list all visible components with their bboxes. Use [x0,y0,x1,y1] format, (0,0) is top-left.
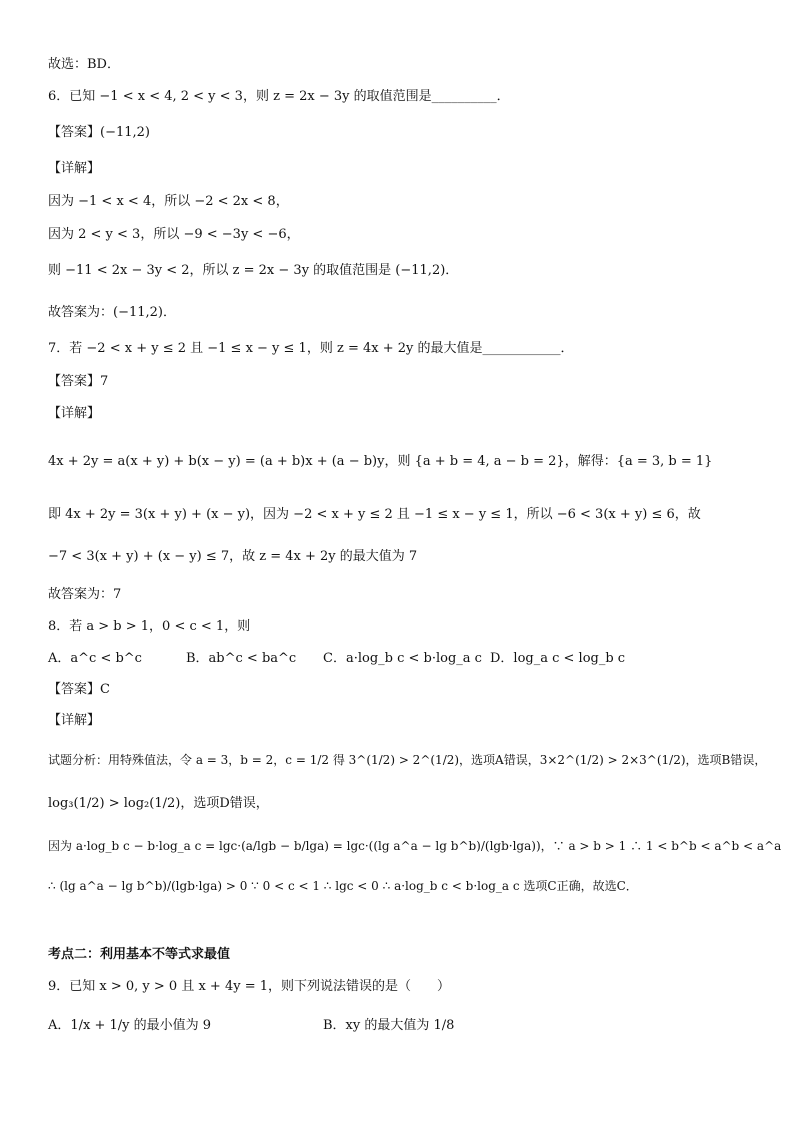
answer-label: 【答案】7 [48,374,109,389]
text-line: 故答案为：7 [48,587,122,602]
answer-label: 【答案】C [48,682,110,697]
q9-option-a: A．1/x + 1/y 的最小值为 9 [48,1018,212,1033]
question-8: 8．若 a > b > 1，0 < c < 1，则 [48,619,251,634]
text-line: 故答案为：(−11,2)． [48,305,176,320]
q8-option-b: B．ab^c < ba^c [186,651,297,666]
detail-label: 【详解】 [48,713,101,728]
answer-label: 【答案】(−11,2) [48,125,150,140]
detail-label: 【详解】 [48,406,101,421]
text-line: 因为 −1 < x < 4，所以 −2 < 2x < 8， [48,194,289,209]
text-line: 即 4x + 2y = 3(x + y) + (x − y)，因为 −2 < x + y ≤ 2 且 −1 ≤ x − y ≤ 1，所以 −6 < 3(x + y) ≤ 6，故 [48,507,701,522]
text-line: log₃(1/2) > log₂(1/2)，选项D错误， [48,796,269,811]
question-6: 6．已知 −1 < x < 4, 2 < y < 3，则 z = 2x − 3y 的取值范围是__________． [48,89,510,104]
detail-label: 【详解】 [48,161,101,176]
section-heading: 考点二：利用基本不等式求最值 [48,947,231,962]
text-line: 则 −11 < 2x − 3y < 2，所以 z = 2x − 3y 的取值范围是 (−11,2)． [48,263,459,278]
text-line: 因为 2 < y < 3，所以 −9 < −3y < −6， [48,227,300,242]
q8-option-c: C．a·log_b c < b·log_a c [323,651,482,666]
text-line: ∴ (lg a^a − lg b^b)/(lgb·lga) > 0 ∵ 0 < c < 1 ∴ lgc < 0 ∴ a·log_b c < b·log_a c 选项C正确，故选C． [48,879,638,893]
q8-option-d: D．log_a c < log_b c [490,651,626,666]
q9-option-b: B．xy 的最大值为 1/8 [323,1018,455,1033]
text-line: −7 < 3(x + y) + (x − y) ≤ 7，故 z = 4x + 2y 的最大值为 7 [48,549,418,564]
question-7: 7．若 −2 < x + y ≤ 2 且 −1 ≤ x − y ≤ 1，则 z = 4x + 2y 的最大值是____________． [48,341,574,356]
text-line: 试题分析：用特殊值法，令 a = 3，b = 2，c = 1/2 得 3^(1/2) > 2^(1/2)，选项A错误，3×2^(1/2) > 2×3^(1/2)，选项B错误， [48,753,767,767]
text-line: 因为 a·log_b c − b·log_a c = lgc·(a/lgb − b/lga) = lgc·((lg a^a − lg b^b)/(lgb·lga))，∵ a > b > 1 ∴ 1 < b^b < a^b < a^a [48,839,782,853]
text-line: 故选：BD． [48,57,120,72]
question-9: 9．已知 x > 0, y > 0 且 x + 4y = 1，则下列说法错误的是（ ） [48,979,450,994]
text-line: 4x + 2y = a(x + y) + b(x − y) = (a + b)x + (a − b)y，则 {a + b = 4, a − b = 2}，解得：{a = 3, b = 1} [48,454,713,469]
q8-option-a: A．a^c < b^c [48,651,142,666]
